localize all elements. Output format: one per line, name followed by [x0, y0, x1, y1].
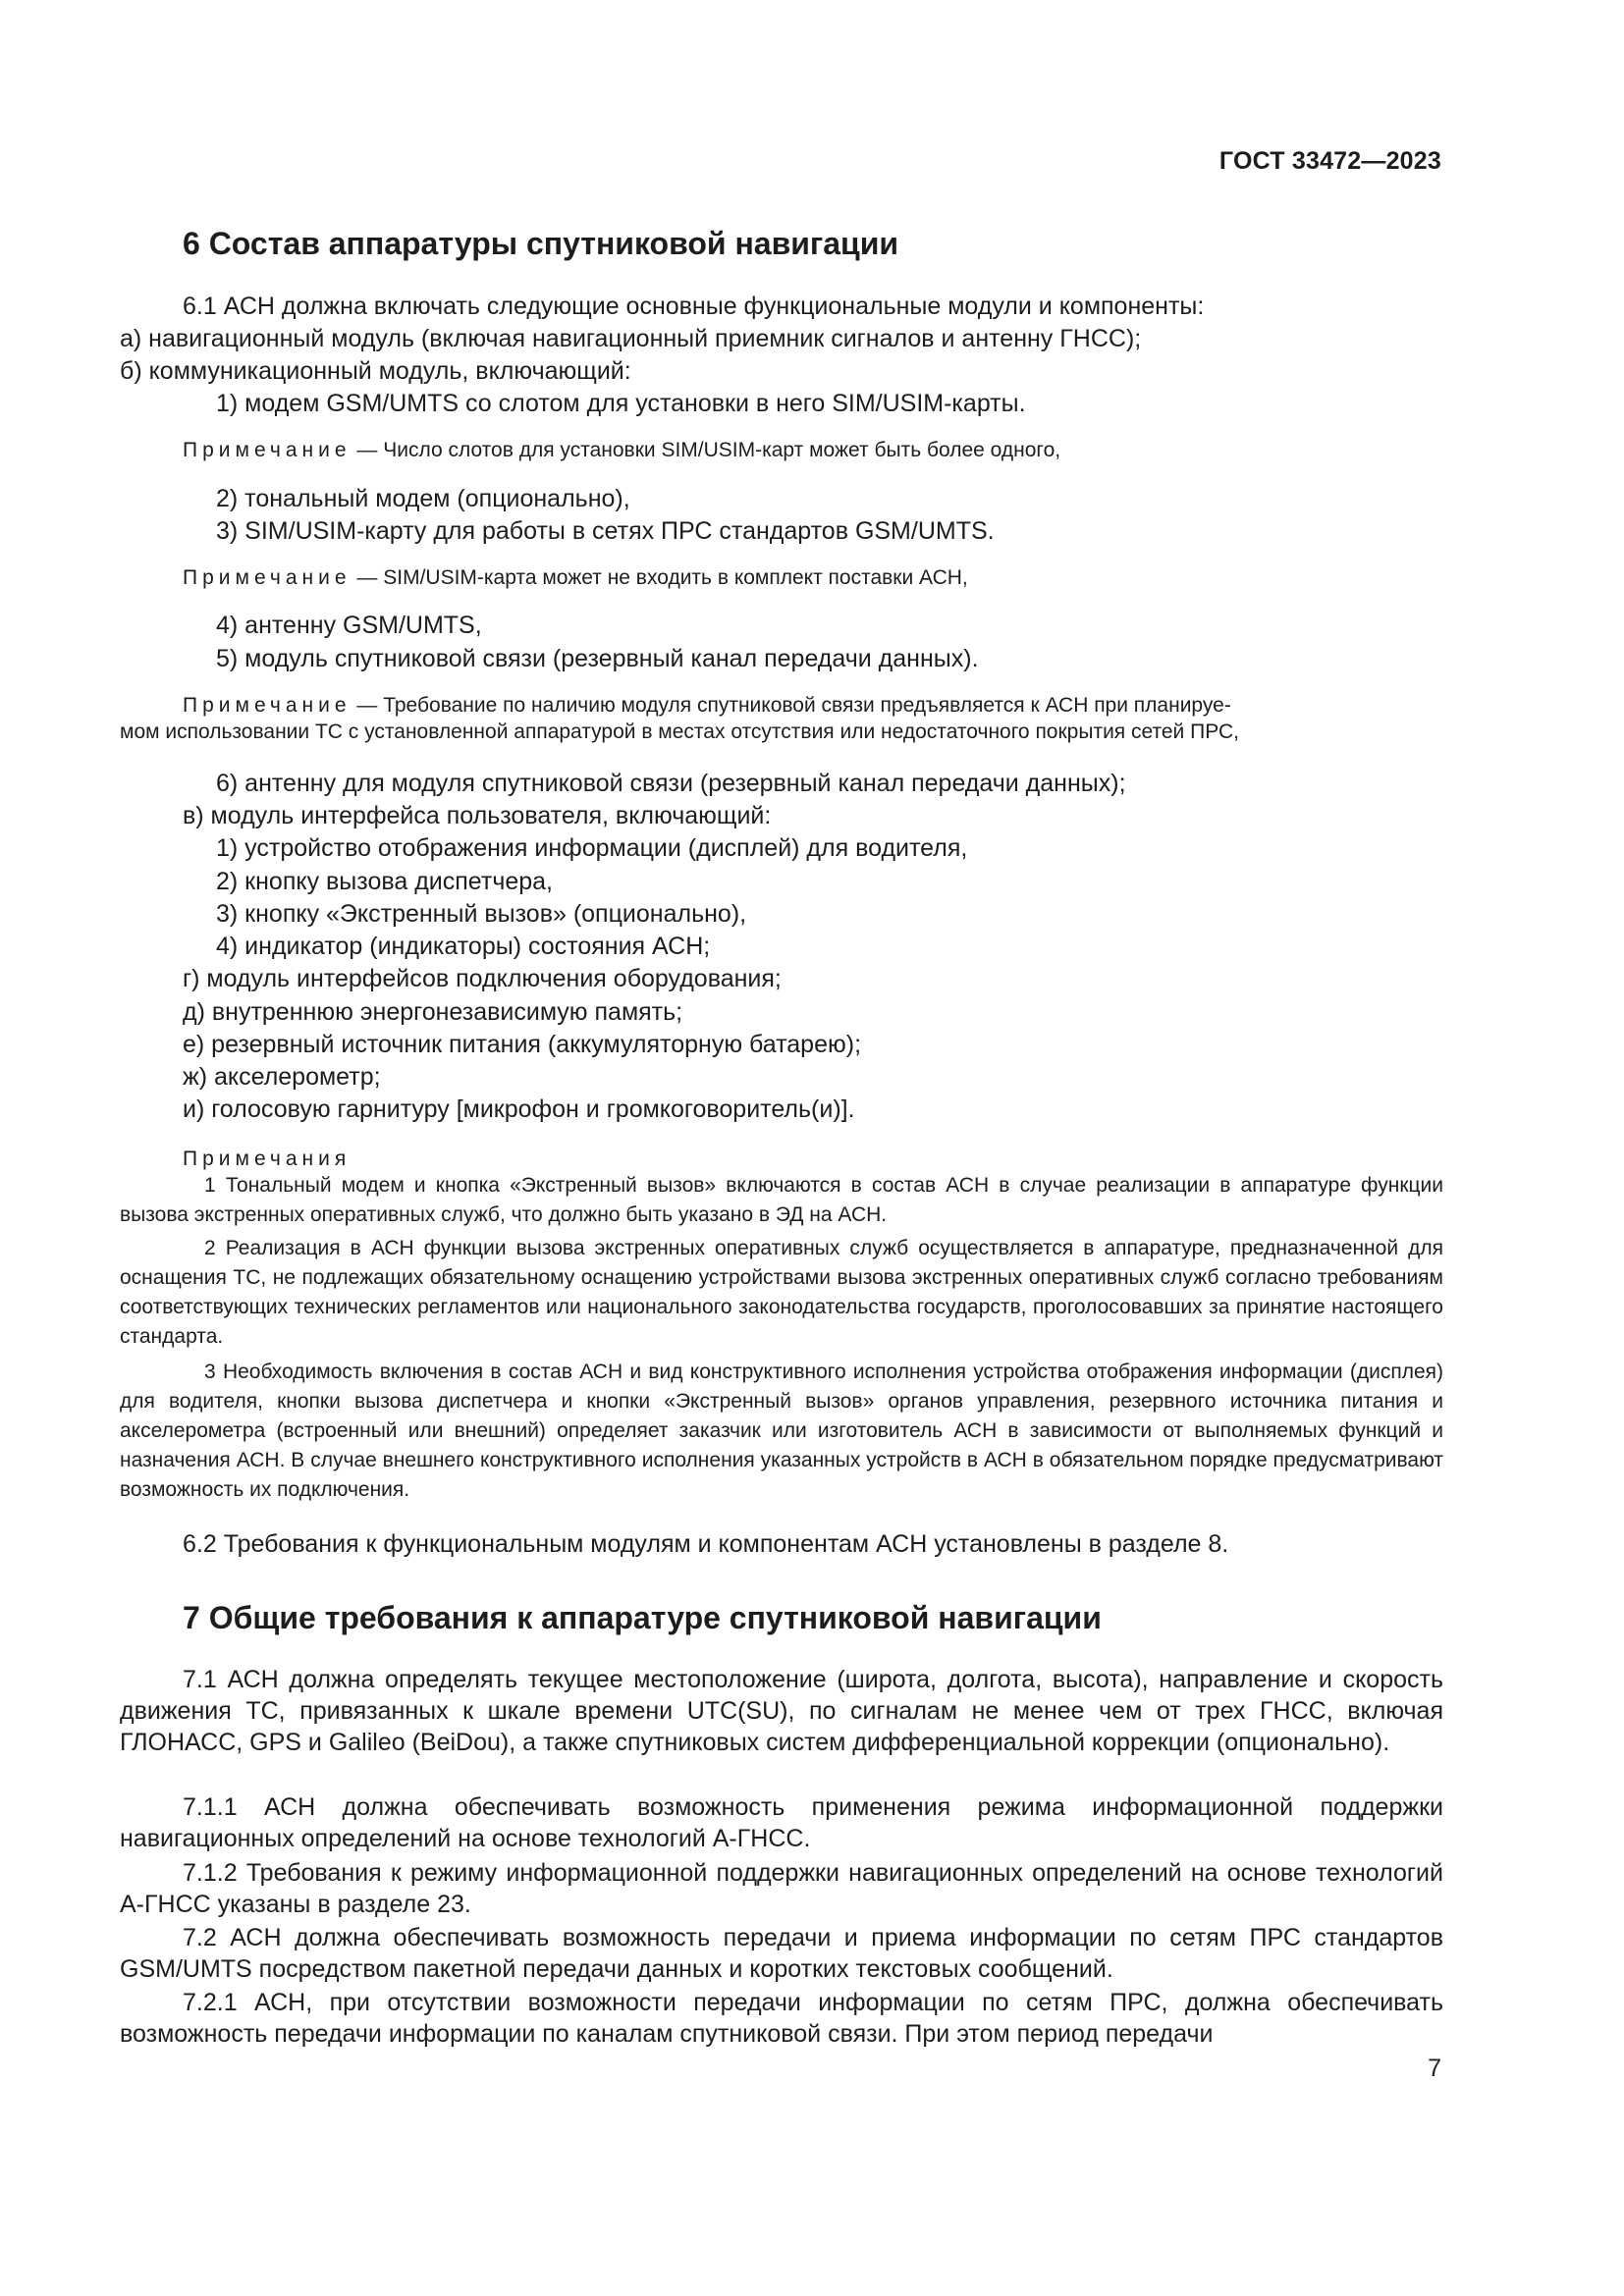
note-item-3: 3 Необходимость включения в состав АСН и вид конструктивного исполнения устройства отображения информации (дисплея) для водителя, кнопки вызова диспетчера и кнопки «Экстренный вызов» органов управления, резервного источника питания и акселерометра (встроенный или внешний) определяет заказчик или изготовитель АСН в зависимости от выполняемых функций и назначения АСН. В случае внешнего конструктивного исполнения указанных устройств в АСН в обязательном порядке предусматривают возможность их подключения.: [120, 1361, 1443, 1501]
note-3-line-2: мом использовании ТС с установленной аппаратурой в местах отсутствия или недостаточного покрытия сетей ПРС,: [120, 721, 1239, 743]
list-item-b2: 2) тональный модем (опционально),: [216, 485, 630, 512]
list-item-b1: 1) модем GSM/UMTS со слотом для установки в него SIM/USIM-карты.: [216, 390, 1026, 417]
note-label: Примечание: [183, 439, 352, 461]
note-2: [183, 565, 968, 591]
list-item-v: в) модуль интерфейса пользователя, включающий:: [183, 802, 772, 829]
list-item-d: д) внутреннюю энергонезависимую память;: [183, 998, 683, 1026]
list-item-i: и) голосовую гарнитуру [микрофон и громкоговоритель(и)].: [183, 1095, 855, 1123]
notes-label: Примечания: [183, 1148, 352, 1170]
note-1: [183, 438, 1060, 463]
note-item-1: 1 Тональный модем и кнопка «Экстренный вызов» включаются в состав АСН в случае реализации в аппаратуре функции вызова экстренных оперативных служб, что должно быть указано в ЭД на АСН.: [120, 1174, 1443, 1226]
note-label: Примечание: [183, 694, 352, 717]
list-item-b5: 5) модуль спутниковой связи (резервный канал передачи данных).: [216, 645, 979, 672]
note-text: — Требование по наличию модуля спутниковой связи предъявляется к АСН при планируе-: [351, 694, 1231, 717]
page-number: 7: [1428, 2055, 1441, 2082]
note-item-2: 2 Реализация в АСН функции вызова экстренных оперативных служб осуществляется в аппаратуре, предназначенной для оснащения ТС, не подлежащих обязательному оснащению устройствами вызова экстренных оперативных служб согласно требованиям соответствующих технических регламентов или национального законодательства государств, проголосовавших за принятие настоящего стандарта.: [120, 1237, 1443, 1348]
note-label: Примечание: [183, 566, 352, 589]
paragraph-6-1: 6.1 АСН должна включать следующие основные функциональные модули и компоненты:: [183, 293, 1205, 320]
note-text: — SIM/USIM-карта может не входить в комплект поставки АСН,: [351, 566, 968, 589]
section-6-heading: 6 Состав аппаратуры спутниковой навигации: [183, 226, 899, 261]
list-item-b4: 4) антенну GSM/UMTS,: [216, 612, 482, 639]
paragraph-7-1-1: 7.1.1 АСН должна обеспечивать возможность применения режима информационной поддержки навигационных определений на основе технологий А-ГНСС.: [120, 1793, 1443, 1852]
paragraph-6-2: 6.2 Требования к функциональным модулям и компонентам АСН установлены в разделе 8.: [183, 1530, 1229, 1558]
paragraph-7-2-1: 7.2.1 АСН, при отсутствии возможности передачи информации по сетям ПРС, должна обеспечивать возможность передачи информации по каналам спутниковой связи. При этом период передачи: [120, 1989, 1443, 2048]
list-item-v3: 3) кнопку «Экстренный вызов» (опционально),: [216, 900, 747, 928]
list-item-b: б) коммуникационный модуль, включающий:: [120, 357, 631, 385]
list-item-b6: 6) антенну для модуля спутниковой связи (резервный канал передачи данных);: [216, 770, 1126, 797]
section-7-heading: 7 Общие требования к аппаратуре спутниковой навигации: [183, 1600, 1102, 1635]
paragraph-7-2: 7.2 АСН должна обеспечивать возможность передачи и приема информации по сетям ПРС стандартов GSM/UMTS посредством пакетной передачи данных и коротких текстовых сообщений.: [120, 1924, 1443, 1983]
document-header: ГОСТ 33472—2023: [1218, 147, 1441, 175]
list-item-e: е) резервный источник питания (аккумуляторную батарею);: [183, 1031, 862, 1058]
list-item-zh: ж) акселерометр;: [183, 1063, 381, 1091]
paragraph-7-1-2: 7.1.2 Требования к режиму информационной поддержки навигационных определений на основе технологий А-ГНСС указаны в разделе 23.: [120, 1859, 1443, 1918]
list-item-b3: 3) SIM/USIM-карту для работы в сетях ПРС стандартов GSM/UMTS.: [216, 517, 995, 545]
note-3-line-1: [183, 693, 1231, 719]
list-item-v4: 4) индикатор (индикаторы) состояния АСН;: [216, 933, 711, 960]
note-text: — Число слотов для установки SIM/USIM-карт может быть более одного,: [351, 439, 1061, 461]
list-item-a: а) навигационный модуль (включая навигационный приемник сигналов и антенну ГНСС);: [120, 325, 1142, 352]
list-item-v2: 2) кнопку вызова диспетчера,: [216, 868, 554, 895]
list-item-g: г) модуль интерфейсов подключения оборудования;: [183, 965, 782, 992]
list-item-v1: 1) устройство отображения информации (дисплей) для водителя,: [216, 834, 968, 862]
paragraph-7-1: 7.1 АСН должна определять текущее местоположение (широта, долгота, высота), направление и скорость движения ТС, привязанных к шкале времени UTC(SU), по сигналам не менее чем от трех ГНСС, включая ГЛОНАСС, GPS и Galileo (BeiDou), а также спутниковых систем дифференциальной коррекции (опционально).: [120, 1666, 1443, 1756]
